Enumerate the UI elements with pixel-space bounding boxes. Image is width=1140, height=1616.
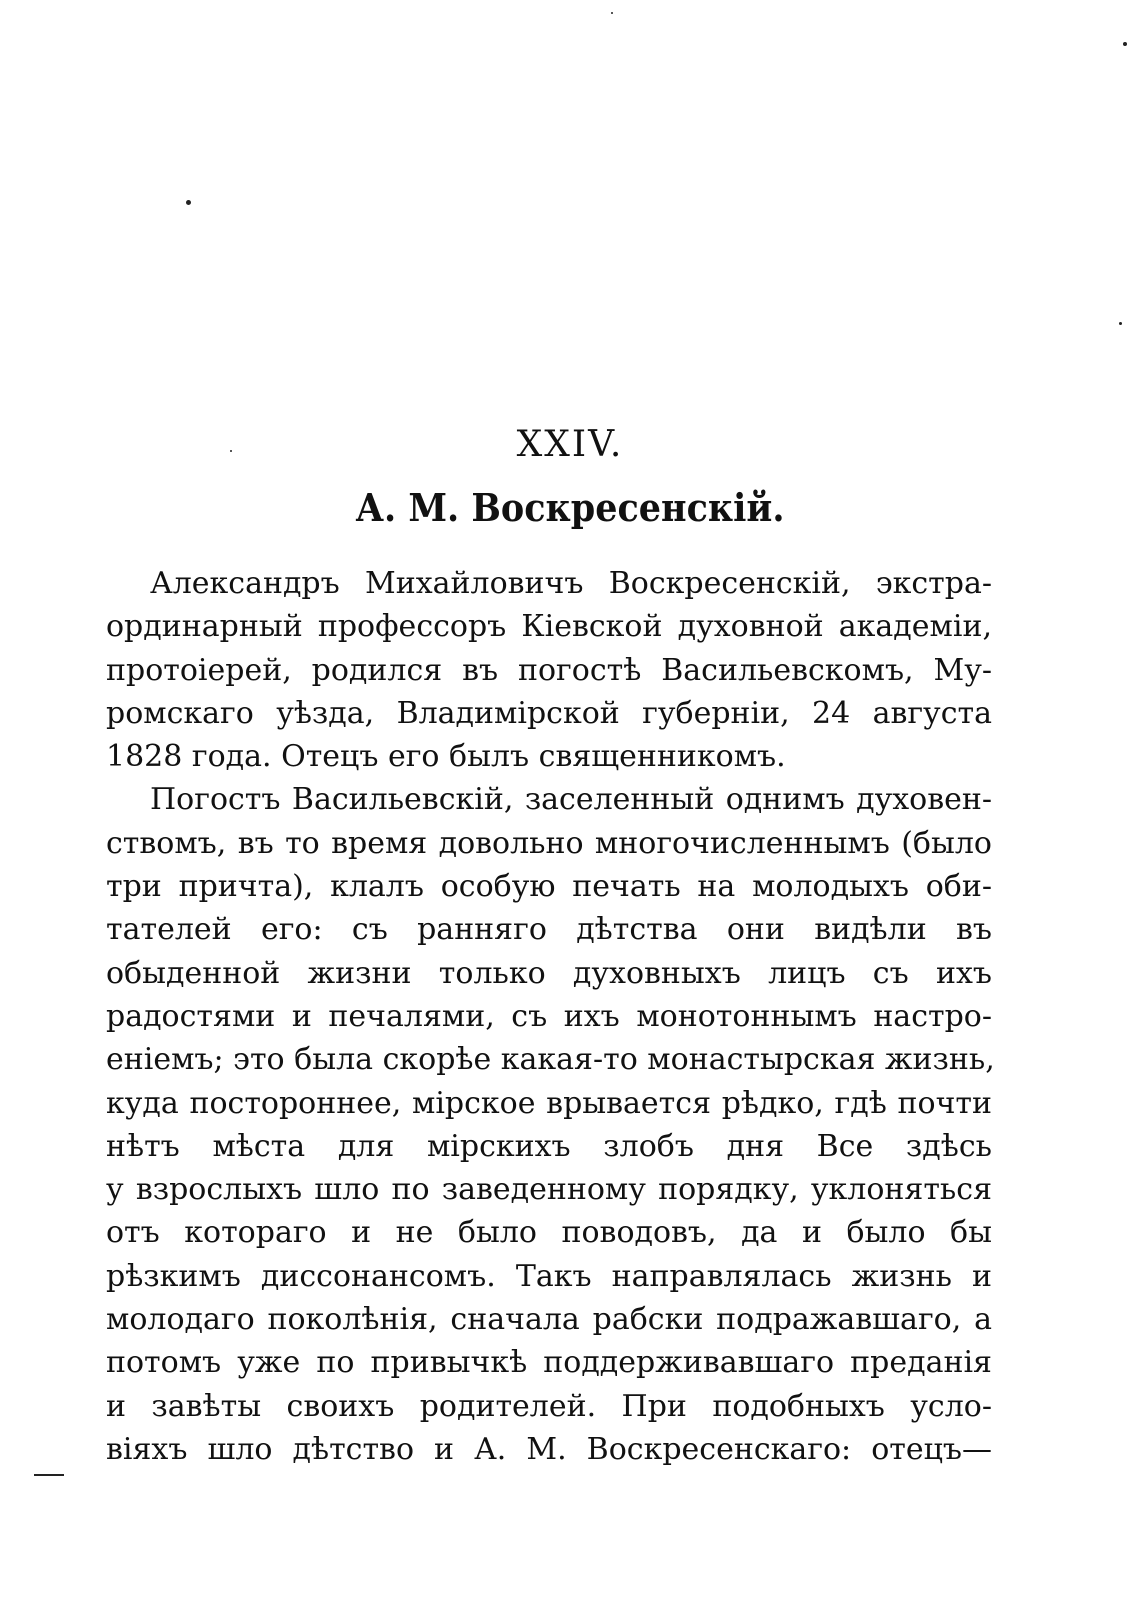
text-line: Александръ Михайловичъ Воскресенскій, экстра-	[150, 566, 992, 601]
text-line: нѣтъ мѣста для мірскихъ злобъ дня Все здѣсь	[106, 1128, 992, 1164]
text-line: еніемъ; это была скорѣе какая-то монастырская жизнь,	[106, 1042, 995, 1078]
text-line: и завѣты своихъ родителей. При подобныхъ усло-	[106, 1388, 992, 1424]
text-line: тателей его: съ ранняго дѣтства они видѣли въ	[106, 912, 992, 948]
text-line: радостями и печалями, съ ихъ монотоннымъ настро-	[106, 998, 992, 1034]
text-line: отъ котораго и не было поводовъ, да и было бы	[106, 1215, 992, 1251]
text-line: куда постороннее, мірское врывается рѣдко, гдѣ почти	[106, 1085, 992, 1121]
text-line: обыденной жизни только духовныхъ лицъ съ ихъ	[106, 955, 992, 991]
text-line: молодаго поколѣнія, сначала рабски подражавшаго, а	[106, 1302, 992, 1338]
paragraph	[106, 562, 992, 778]
scan-speck	[1119, 322, 1122, 325]
body-text	[106, 562, 995, 1471]
paragraph	[106, 778, 995, 1471]
chapter-number: XXIV.	[516, 424, 624, 465]
text-line: віяхъ шло дѣтство и А. М. Воскресенскаго: отецъ—	[106, 1431, 992, 1467]
text-line: ромскаго уѣзда, Владимірской губерніи, 24 августа	[106, 695, 992, 731]
scan-speck	[230, 450, 232, 452]
text-line: рѣзкимъ диссонансомъ. Такъ направлялась жизнь и	[106, 1258, 992, 1294]
text-line: Погостъ Васильевскій, заселенный однимъ духовен-	[150, 782, 992, 818]
text-line: у взрослыхъ шло по заведенному порядку, уклоняться	[106, 1172, 992, 1208]
text-line: потомъ уже по привычкѣ поддерживавшаго преданія	[106, 1345, 992, 1381]
text-line: 1828 года. Отецъ его былъ священникомъ.	[106, 739, 786, 775]
scan-speck	[611, 12, 613, 14]
chapter-title: А. М. Воскресенскій.	[355, 485, 785, 530]
margin-mark	[34, 1474, 64, 1476]
text-line: три причта), клалъ особую печать на молодыхъ оби-	[106, 869, 992, 905]
text-line: протоіерей, родился въ погостѣ Васильевскомъ, Му-	[106, 652, 992, 688]
text-line: ствомъ, въ то время довольно многочисленнымъ (было	[106, 825, 992, 861]
scan-speck	[186, 200, 191, 205]
text-line: ординарный профессоръ Кіевской духовной академіи,	[106, 609, 992, 645]
scan-speck	[1123, 42, 1127, 46]
